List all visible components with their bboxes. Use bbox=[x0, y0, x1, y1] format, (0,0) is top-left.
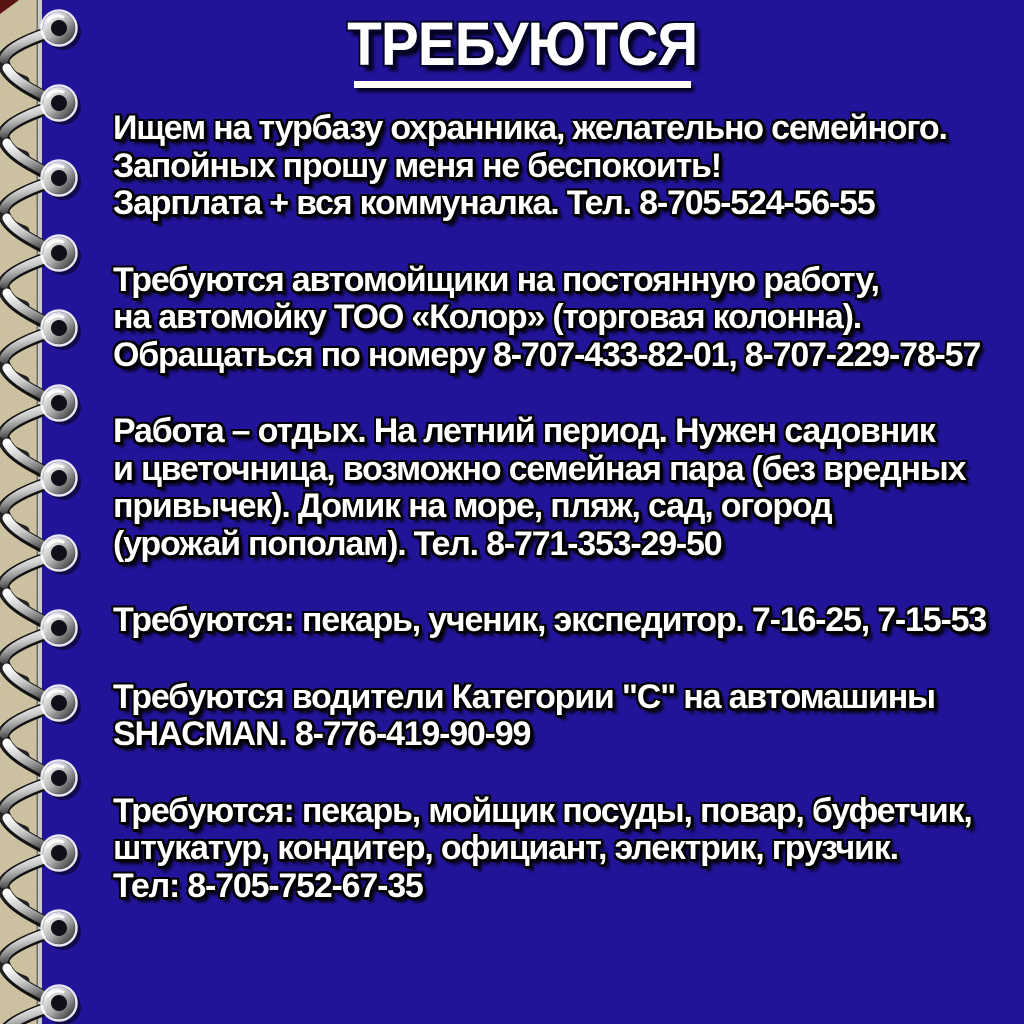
title-block bbox=[90, 0, 1024, 88]
ad-line: Запойных прошу меня не беспокоить! bbox=[113, 146, 721, 185]
ad-line: Требуются: пекарь, мойщик посуды, повар, буфетчик, bbox=[113, 791, 972, 830]
page-edge-line bbox=[37, 0, 39, 1024]
ad-line: Ищем на турбазу охранника, желательно семейного. bbox=[113, 109, 947, 147]
job-ad-drivers bbox=[113, 679, 1024, 754]
ad-line: Зарплата + вся коммуналка. Тел. 8-705-524-56-55 bbox=[113, 184, 875, 222]
ad-line: на автомойку ТОО «Колор» (торговая колонна). bbox=[113, 298, 861, 336]
ad-line: SHACMAN. 8-776-419-90-99 bbox=[113, 715, 531, 753]
job-ad-gardener bbox=[113, 413, 1024, 563]
announcement-page bbox=[90, 0, 1024, 944]
page-title: ТРЕБУЮТСЯ bbox=[346, 10, 698, 78]
ad-line: Требуются автомойщики на постоянную работу, bbox=[113, 260, 879, 299]
ads-list bbox=[90, 110, 1024, 905]
ad-line: Тел: 8-705-752-67-35 bbox=[113, 866, 423, 905]
ad-line: Требуются: пекарь, ученик, экспедитор. 7-16-25, 7-15-53 bbox=[113, 601, 987, 639]
job-ad-kitchen-staff bbox=[113, 793, 1024, 906]
ad-line: Требуются водители Категории "С" на автомашины bbox=[113, 677, 935, 716]
ad-line: и цветочница, возможно семейная пара (без вредных bbox=[113, 449, 966, 488]
job-ad-guard bbox=[113, 110, 1024, 223]
spiral-binding bbox=[0, 0, 100, 1024]
title-underline bbox=[354, 81, 691, 88]
job-ad-carwash bbox=[113, 262, 1024, 375]
ad-line: привычек). Домик на море, пляж, сад, огород bbox=[113, 487, 832, 525]
ad-line: Работа – отдых. На летний период. Нужен садовник bbox=[113, 412, 935, 450]
ad-line: Обращаться по номеру 8-707-433-82-01, 8-707-229-78-57 bbox=[113, 335, 981, 374]
ad-line: штукатур, кондитер, официант, электрик, грузчик. bbox=[113, 829, 898, 867]
job-ad-baker bbox=[113, 602, 1024, 640]
ad-line: (урожай пополам). Тел. 8-771-353-29-50 bbox=[113, 524, 722, 563]
